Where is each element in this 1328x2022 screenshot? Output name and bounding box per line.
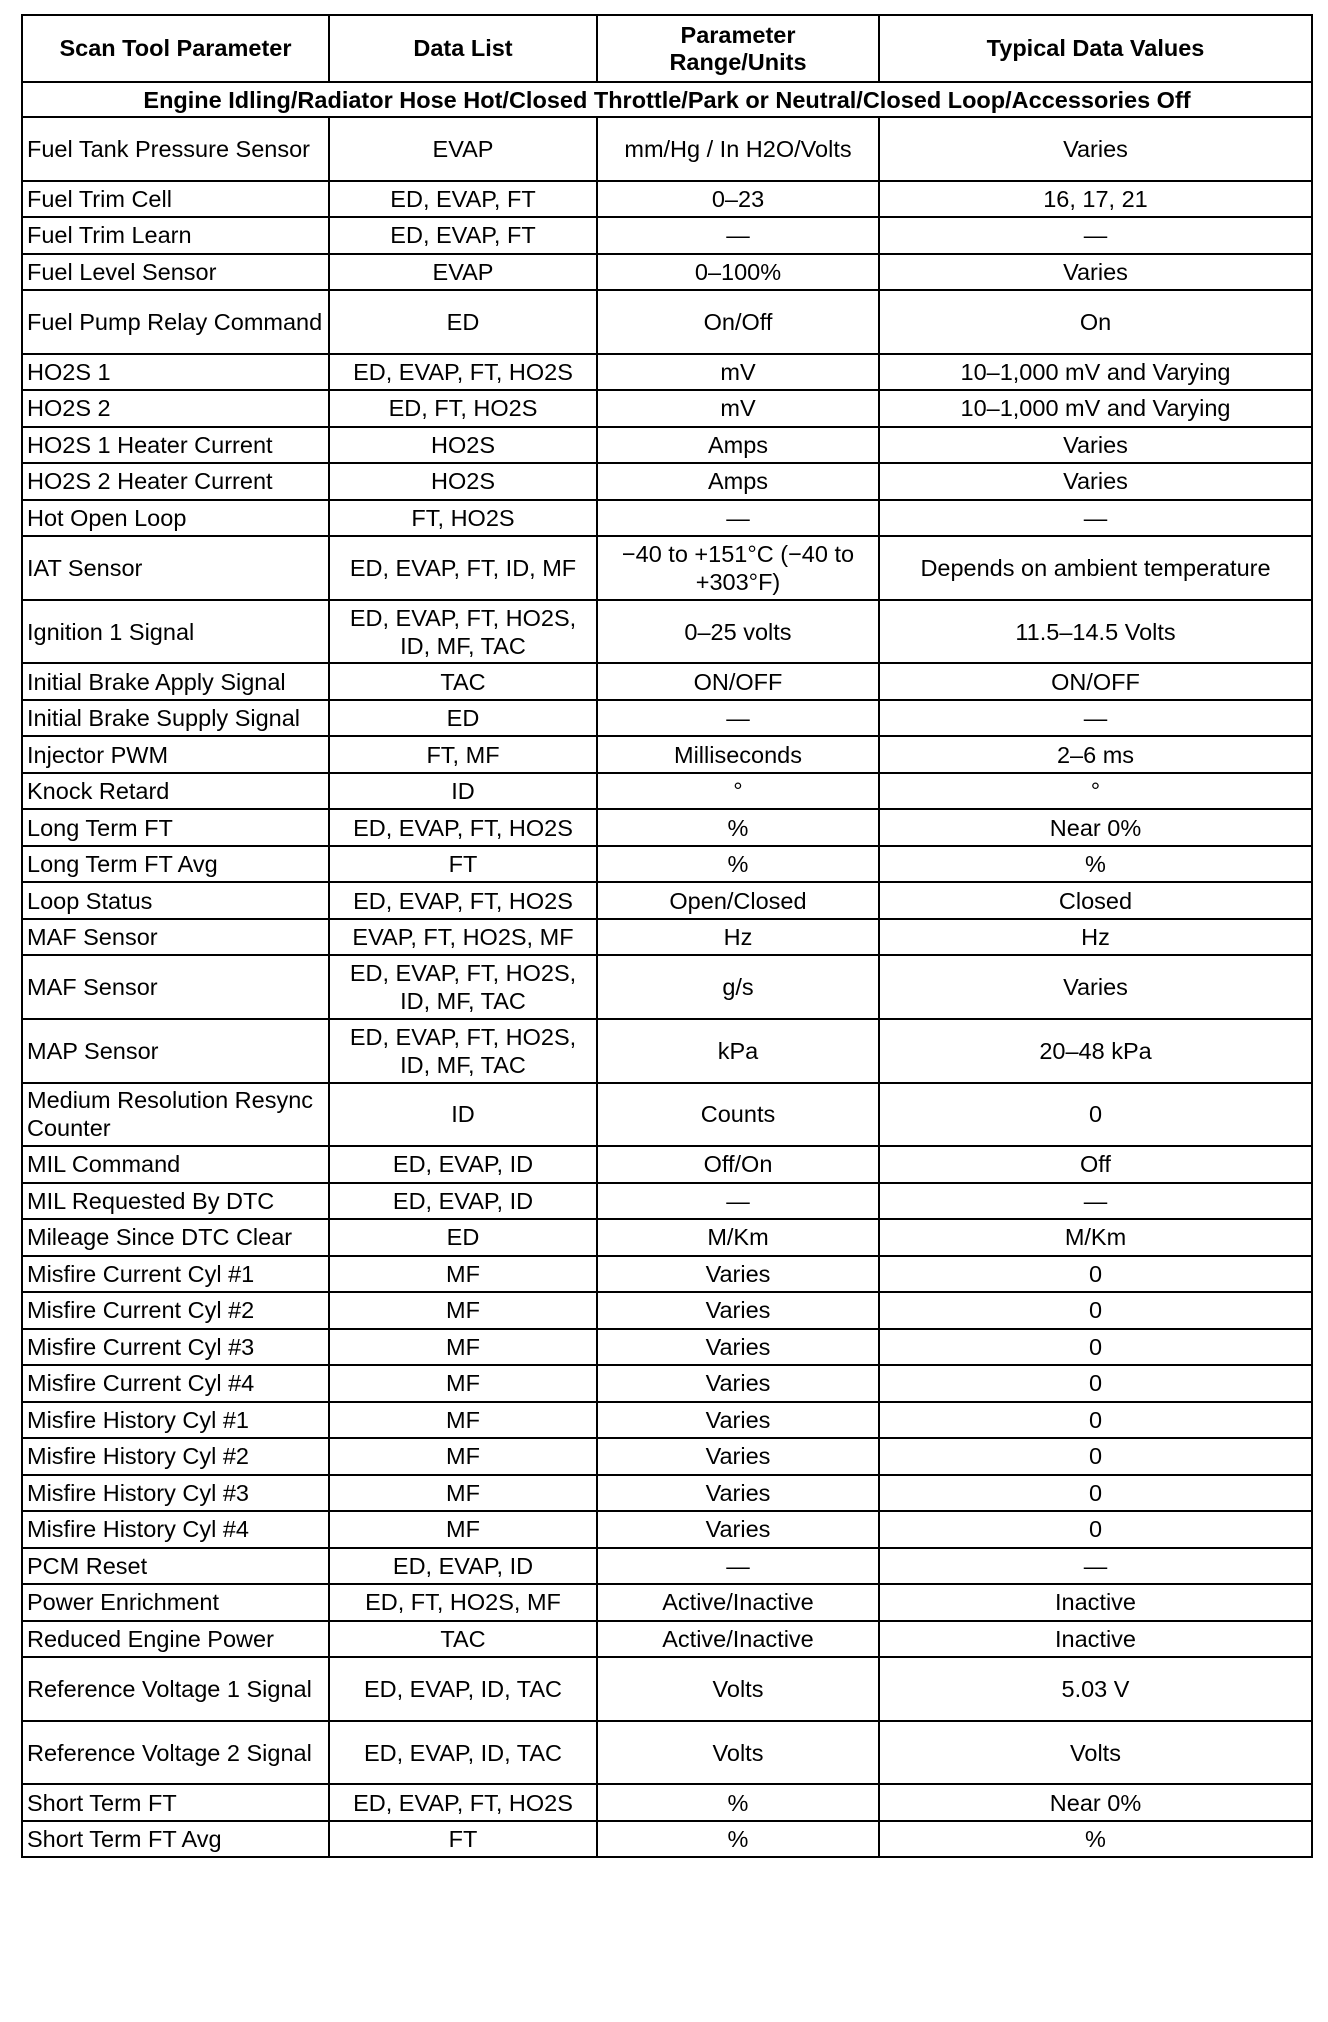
cell-typical-value: ON/OFF: [879, 663, 1312, 700]
cell-parameter: Fuel Tank Pressure Sensor: [22, 117, 329, 181]
cell-typical-value: 0: [879, 1292, 1312, 1329]
table-row: [22, 181, 1312, 218]
table-row: [22, 1584, 1312, 1621]
cell-parameter: Knock Retard: [22, 773, 329, 810]
cell-data-list: ED: [329, 1219, 597, 1256]
cell-typical-value: —: [879, 500, 1312, 537]
cell-typical-value: Varies: [879, 463, 1312, 500]
cell-range-units: %: [597, 809, 879, 846]
cell-range-units: Milliseconds: [597, 736, 879, 773]
cell-range-units: g/s: [597, 955, 879, 1019]
cell-typical-value: 11.5–14.5 Volts: [879, 600, 1312, 664]
cell-range-units: Off/On: [597, 1146, 879, 1183]
cell-range-units: On/Off: [597, 290, 879, 354]
table-row: [22, 217, 1312, 254]
cell-parameter: Short Term FT Avg: [22, 1821, 329, 1858]
cell-typical-value: Hz: [879, 919, 1312, 956]
cell-typical-value: °: [879, 773, 1312, 810]
cell-parameter: PCM Reset: [22, 1548, 329, 1585]
cell-data-list: ED, EVAP, ID: [329, 1146, 597, 1183]
cell-data-list: EVAP: [329, 117, 597, 181]
cell-typical-value: Near 0%: [879, 1784, 1312, 1821]
cell-parameter: Misfire Current Cyl #2: [22, 1292, 329, 1329]
table-row: [22, 290, 1312, 354]
cell-data-list: HO2S: [329, 427, 597, 464]
cell-range-units: °: [597, 773, 879, 810]
header-data-list: Data List: [329, 15, 597, 82]
cell-data-list: FT, MF: [329, 736, 597, 773]
cell-parameter: MAF Sensor: [22, 955, 329, 1019]
cell-typical-value: On: [879, 290, 1312, 354]
cell-range-units: M/Km: [597, 1219, 879, 1256]
cell-typical-value: —: [879, 700, 1312, 737]
header-row: [22, 15, 1312, 82]
table-row: [22, 1821, 1312, 1858]
cell-range-units: —: [597, 500, 879, 537]
cell-parameter: Misfire History Cyl #4: [22, 1511, 329, 1548]
table-row: [22, 427, 1312, 464]
cell-parameter: Misfire History Cyl #1: [22, 1402, 329, 1439]
cell-parameter: Fuel Trim Cell: [22, 181, 329, 218]
table-row: [22, 390, 1312, 427]
cell-data-list: MF: [329, 1438, 597, 1475]
cell-typical-value: 20–48 kPa: [879, 1019, 1312, 1083]
table-row: [22, 1657, 1312, 1721]
cell-range-units: mV: [597, 354, 879, 391]
cell-data-list: ED, EVAP, FT, HO2S: [329, 354, 597, 391]
cell-typical-value: Varies: [879, 254, 1312, 291]
table-row: [22, 1365, 1312, 1402]
cell-typical-value: 0: [879, 1083, 1312, 1147]
cell-data-list: ED, EVAP, FT, HO2S: [329, 1784, 597, 1821]
cell-data-list: ED, EVAP, FT, HO2S, ID, MF, TAC: [329, 955, 597, 1019]
cell-data-list: MF: [329, 1511, 597, 1548]
cell-range-units: kPa: [597, 1019, 879, 1083]
cell-parameter: MIL Command: [22, 1146, 329, 1183]
cell-parameter: Misfire Current Cyl #3: [22, 1329, 329, 1366]
cell-parameter: Mileage Since DTC Clear: [22, 1219, 329, 1256]
cell-range-units: Counts: [597, 1083, 879, 1147]
cell-parameter: Fuel Trim Learn: [22, 217, 329, 254]
cell-parameter: Misfire History Cyl #3: [22, 1475, 329, 1512]
cell-data-list: MF: [329, 1402, 597, 1439]
cell-range-units: ON/OFF: [597, 663, 879, 700]
cell-typical-value: 0: [879, 1475, 1312, 1512]
cell-typical-value: 0: [879, 1256, 1312, 1293]
cell-typical-value: —: [879, 1183, 1312, 1220]
cell-range-units: Varies: [597, 1511, 879, 1548]
cell-typical-value: Closed: [879, 882, 1312, 919]
cell-range-units: Active/Inactive: [597, 1621, 879, 1658]
cell-typical-value: 0: [879, 1511, 1312, 1548]
cell-typical-value: 2–6 ms: [879, 736, 1312, 773]
cell-typical-value: —: [879, 1548, 1312, 1585]
cell-data-list: ED: [329, 700, 597, 737]
cell-parameter: Fuel Pump Relay Command: [22, 290, 329, 354]
table-row: [22, 919, 1312, 956]
cell-typical-value: 0: [879, 1329, 1312, 1366]
cell-data-list: ED, EVAP, FT, HO2S: [329, 809, 597, 846]
cell-range-units: %: [597, 1821, 879, 1858]
cell-typical-value: Depends on ambient temperature: [879, 536, 1312, 600]
cell-parameter: HO2S 2 Heater Current: [22, 463, 329, 500]
cell-data-list: ED, EVAP, FT, HO2S, ID, MF, TAC: [329, 600, 597, 664]
cell-data-list: ED, EVAP, FT: [329, 181, 597, 218]
cell-data-list: ID: [329, 1083, 597, 1147]
cell-range-units: 0–23: [597, 181, 879, 218]
cell-range-units: Hz: [597, 919, 879, 956]
cell-parameter: Loop Status: [22, 882, 329, 919]
table-row: [22, 1621, 1312, 1658]
section-row: [22, 82, 1312, 117]
table-row: [22, 254, 1312, 291]
cell-range-units: —: [597, 1548, 879, 1585]
cell-parameter: Misfire History Cyl #2: [22, 1438, 329, 1475]
cell-range-units: Varies: [597, 1329, 879, 1366]
cell-data-list: ED, EVAP, ID: [329, 1548, 597, 1585]
cell-typical-value: M/Km: [879, 1219, 1312, 1256]
table-row: [22, 955, 1312, 1019]
scan-tool-data-table: [21, 14, 1313, 1858]
table-row: [22, 1019, 1312, 1083]
cell-data-list: ED, EVAP, FT, ID, MF: [329, 536, 597, 600]
cell-parameter: Fuel Level Sensor: [22, 254, 329, 291]
cell-typical-value: Varies: [879, 955, 1312, 1019]
table-row: [22, 536, 1312, 600]
cell-parameter: Long Term FT Avg: [22, 846, 329, 883]
cell-range-units: Volts: [597, 1721, 879, 1785]
cell-parameter: Misfire Current Cyl #4: [22, 1365, 329, 1402]
cell-range-units: Varies: [597, 1475, 879, 1512]
cell-typical-value: Off: [879, 1146, 1312, 1183]
table-row: [22, 809, 1312, 846]
cell-parameter: HO2S 1: [22, 354, 329, 391]
cell-range-units: —: [597, 1183, 879, 1220]
cell-typical-value: 0: [879, 1402, 1312, 1439]
cell-typical-value: Varies: [879, 117, 1312, 181]
cell-typical-value: Volts: [879, 1721, 1312, 1785]
cell-data-list: TAC: [329, 1621, 597, 1658]
cell-range-units: Amps: [597, 463, 879, 500]
cell-typical-value: 10–1,000 mV and Varying: [879, 354, 1312, 391]
cell-typical-value: %: [879, 846, 1312, 883]
table-row: [22, 1292, 1312, 1329]
table-row: [22, 663, 1312, 700]
cell-data-list: TAC: [329, 663, 597, 700]
cell-data-list: ID: [329, 773, 597, 810]
cell-data-list: MF: [329, 1256, 597, 1293]
table-row: [22, 1146, 1312, 1183]
cell-data-list: MF: [329, 1475, 597, 1512]
cell-parameter: Injector PWM: [22, 736, 329, 773]
cell-parameter: MAF Sensor: [22, 919, 329, 956]
cell-data-list: ED, EVAP, FT, HO2S: [329, 882, 597, 919]
cell-range-units: —: [597, 217, 879, 254]
header-typical-data-values: Typical Data Values: [879, 15, 1312, 82]
document-page: [21, 14, 1311, 1858]
cell-parameter: Misfire Current Cyl #1: [22, 1256, 329, 1293]
cell-parameter: Reference Voltage 2 Signal: [22, 1721, 329, 1785]
table-row: [22, 600, 1312, 664]
cell-range-units: Active/Inactive: [597, 1584, 879, 1621]
header-scan-tool-parameter: Scan Tool Parameter: [22, 15, 329, 82]
cell-data-list: EVAP: [329, 254, 597, 291]
cell-parameter: Short Term FT: [22, 1784, 329, 1821]
cell-range-units: 0–100%: [597, 254, 879, 291]
cell-data-list: EVAP, FT, HO2S, MF: [329, 919, 597, 956]
table-row: [22, 1183, 1312, 1220]
table-row: [22, 773, 1312, 810]
cell-typical-value: Inactive: [879, 1584, 1312, 1621]
cell-range-units: Varies: [597, 1292, 879, 1329]
cell-range-units: %: [597, 846, 879, 883]
cell-data-list: FT: [329, 846, 597, 883]
cell-typical-value: 10–1,000 mV and Varying: [879, 390, 1312, 427]
table-row: [22, 700, 1312, 737]
cell-typical-value: 16, 17, 21: [879, 181, 1312, 218]
table-body: [22, 82, 1312, 1857]
cell-range-units: Volts: [597, 1657, 879, 1721]
cell-data-list: ED, EVAP, ID: [329, 1183, 597, 1220]
cell-parameter: MIL Requested By DTC: [22, 1183, 329, 1220]
cell-typical-value: Inactive: [879, 1621, 1312, 1658]
cell-range-units: %: [597, 1784, 879, 1821]
table-row: [22, 1402, 1312, 1439]
cell-range-units: mm/Hg / In H2O/Volts: [597, 117, 879, 181]
cell-parameter: Reduced Engine Power: [22, 1621, 329, 1658]
table-row: [22, 1256, 1312, 1293]
cell-data-list: ED, FT, HO2S, MF: [329, 1584, 597, 1621]
header-parameter-range: [597, 15, 879, 82]
cell-data-list: ED, EVAP, FT, HO2S, ID, MF, TAC: [329, 1019, 597, 1083]
cell-parameter: Power Enrichment: [22, 1584, 329, 1621]
cell-range-units: Varies: [597, 1402, 879, 1439]
cell-parameter: MAP Sensor: [22, 1019, 329, 1083]
header-range-line2: Range/Units: [669, 48, 807, 75]
table-row: [22, 463, 1312, 500]
table-row: [22, 117, 1312, 181]
cell-parameter: Initial Brake Apply Signal: [22, 663, 329, 700]
cell-parameter: Long Term FT: [22, 809, 329, 846]
table-row: [22, 1475, 1312, 1512]
cell-parameter: HO2S 1 Heater Current: [22, 427, 329, 464]
cell-range-units: Varies: [597, 1365, 879, 1402]
cell-parameter: Hot Open Loop: [22, 500, 329, 537]
cell-typical-value: 5.03 V: [879, 1657, 1312, 1721]
cell-typical-value: %: [879, 1821, 1312, 1858]
table-row: [22, 1438, 1312, 1475]
cell-typical-value: —: [879, 217, 1312, 254]
table-row: [22, 1548, 1312, 1585]
cell-range-units: Open/Closed: [597, 882, 879, 919]
table-row: [22, 846, 1312, 883]
cell-parameter: HO2S 2: [22, 390, 329, 427]
table-row: [22, 1511, 1312, 1548]
table-row: [22, 1083, 1312, 1147]
table-row: [22, 1784, 1312, 1821]
cell-data-list: MF: [329, 1365, 597, 1402]
cell-range-units: Amps: [597, 427, 879, 464]
cell-parameter: Initial Brake Supply Signal: [22, 700, 329, 737]
cell-data-list: ED, FT, HO2S: [329, 390, 597, 427]
cell-typical-value: 0: [879, 1438, 1312, 1475]
cell-range-units: 0–25 volts: [597, 600, 879, 664]
table-row: [22, 1721, 1312, 1785]
cell-data-list: HO2S: [329, 463, 597, 500]
cell-range-units: −40 to +151°C (−40 to +303°F): [597, 536, 879, 600]
cell-parameter: Medium Resolution Resync Counter: [22, 1083, 329, 1147]
cell-typical-value: Near 0%: [879, 809, 1312, 846]
cell-parameter: Ignition 1 Signal: [22, 600, 329, 664]
cell-data-list: ED, EVAP, ID, TAC: [329, 1657, 597, 1721]
table-row: [22, 882, 1312, 919]
cell-data-list: ED, EVAP, ID, TAC: [329, 1721, 597, 1785]
cell-range-units: mV: [597, 390, 879, 427]
cell-range-units: Varies: [597, 1438, 879, 1475]
cell-range-units: —: [597, 700, 879, 737]
cell-data-list: FT: [329, 1821, 597, 1858]
cell-data-list: MF: [329, 1329, 597, 1366]
cell-typical-value: Varies: [879, 427, 1312, 464]
header-range-line1: Parameter: [680, 21, 796, 48]
cell-data-list: ED, EVAP, FT: [329, 217, 597, 254]
table-row: [22, 1329, 1312, 1366]
cell-parameter: Reference Voltage 1 Signal: [22, 1657, 329, 1721]
table-row: [22, 500, 1312, 537]
cell-data-list: MF: [329, 1292, 597, 1329]
table-row: [22, 354, 1312, 391]
cell-data-list: FT, HO2S: [329, 500, 597, 537]
table-row: [22, 736, 1312, 773]
section-title: Engine Idling/Radiator Hose Hot/Closed Throttle/Park or Neutral/Closed Loop/Accessories Off: [22, 82, 1312, 117]
cell-parameter: IAT Sensor: [22, 536, 329, 600]
table-row: [22, 1219, 1312, 1256]
cell-typical-value: 0: [879, 1365, 1312, 1402]
cell-range-units: Varies: [597, 1256, 879, 1293]
cell-data-list: ED: [329, 290, 597, 354]
